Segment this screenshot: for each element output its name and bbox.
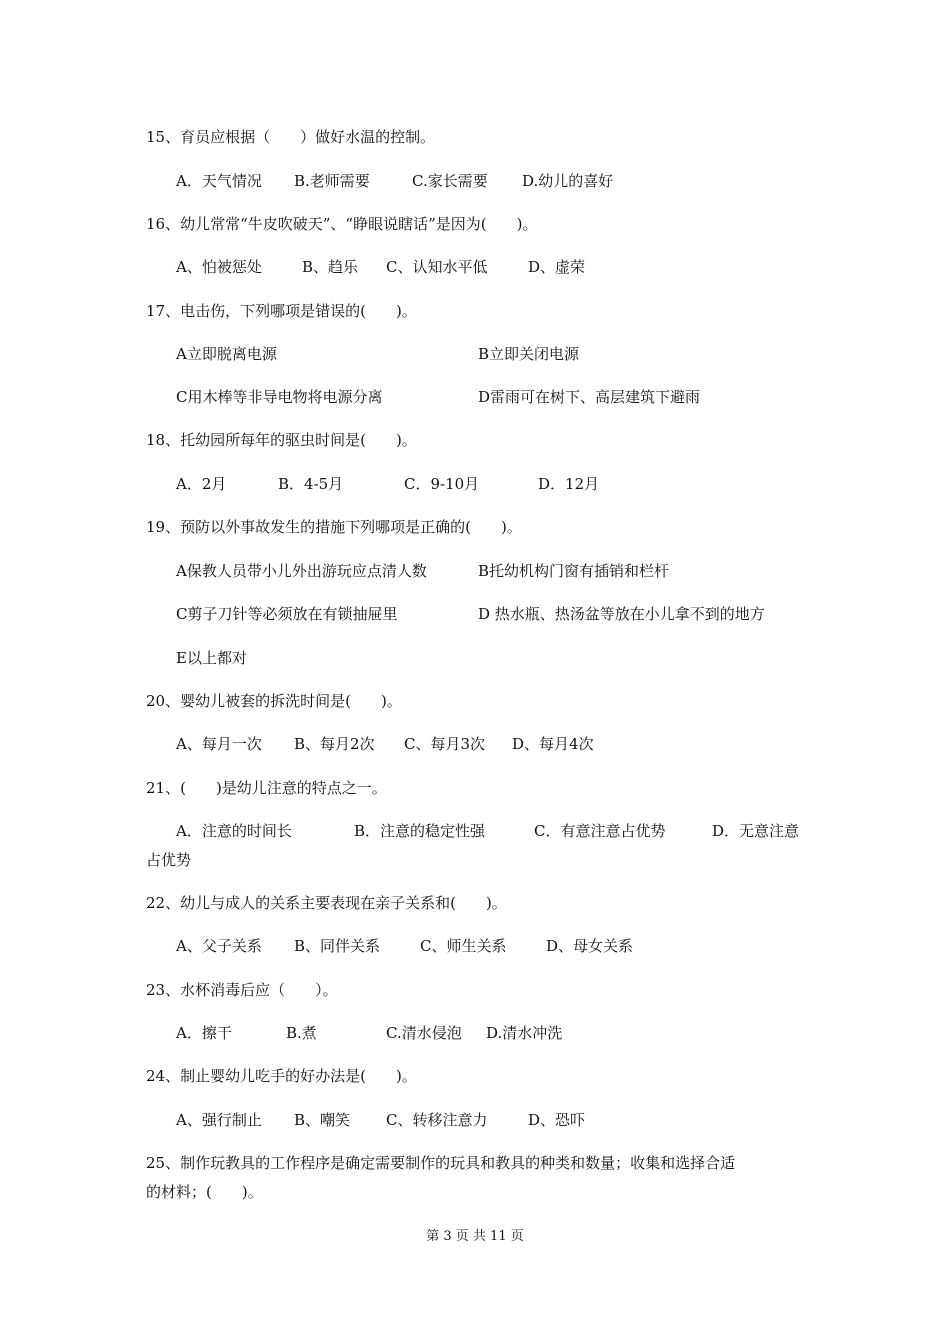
question-23: 23、水杯消毒后应（ ）。 xyxy=(146,981,338,999)
option-16-d: D、虚荣 xyxy=(528,258,586,276)
option-21-d: D．无意注意 xyxy=(712,822,800,840)
question-19: 19、预防以外事故发生的措施下列哪项是正确的( )。 xyxy=(146,518,522,536)
option-23-d: D.清水冲洗 xyxy=(486,1024,563,1042)
question-25: 25、制作玩教具的工作程序是确定需要制作的玩具和教具的种类和数量；收集和选择合适 xyxy=(146,1154,736,1172)
option-21-d-wrap: 占优势 xyxy=(146,851,192,869)
option-23-c: C.清水侵泡 xyxy=(386,1024,462,1042)
option-19-a: A保教人员带小儿外出游玩应点清人数 xyxy=(176,562,427,580)
option-18-d: D．12月 xyxy=(538,475,600,493)
question-25-cont: 的材料；( )。 xyxy=(146,1183,263,1201)
option-19-b: B托幼机构门窗有插销和栏杆 xyxy=(478,562,670,580)
question-16: 16、幼儿常常“牛皮吹破天”、“睁眼说瞎话”是因为( )。 xyxy=(146,215,538,233)
option-16-c: C、认知水平低 xyxy=(386,258,488,276)
option-19-c: C剪子刀针等必须放在有锁抽屉里 xyxy=(176,605,398,623)
option-24-a: A、强行制止 xyxy=(176,1111,262,1129)
option-15-c: C.家长需要 xyxy=(412,172,488,190)
option-18-b: B．4-5月 xyxy=(278,475,344,493)
option-17-c: C用木棒等非导电物将电源分离 xyxy=(176,388,383,406)
option-24-c: C、转移注意力 xyxy=(386,1111,488,1129)
option-17-d: D雷雨可在树下、高层建筑下避雨 xyxy=(478,388,701,406)
option-17-a: A立即脱离电源 xyxy=(176,345,277,363)
question-24: 24、制止婴幼儿吃手的好办法是( )。 xyxy=(146,1067,417,1085)
option-22-c: C、师生关系 xyxy=(420,937,507,955)
option-19-d: D 热水瓶、热汤盆等放在小儿拿不到的地方 xyxy=(478,605,765,623)
option-17-b: B立即关闭电源 xyxy=(478,345,580,363)
option-24-d: D、恐吓 xyxy=(528,1111,586,1129)
option-19-e: E以上都对 xyxy=(176,649,247,667)
question-21: 21、( )是幼儿注意的特点之一。 xyxy=(146,779,387,797)
option-22-a: A、父子关系 xyxy=(176,937,262,955)
question-15: 15、育员应根据（ ）做好水温的控制。 xyxy=(146,128,436,146)
page-footer: 第 3 页 共 11 页 xyxy=(426,1229,524,1244)
option-21-c: C．有意注意占优势 xyxy=(534,822,666,840)
option-24-b: B、嘲笑 xyxy=(294,1111,351,1129)
option-20-c: C、每月3次 xyxy=(404,735,486,753)
question-22: 22、幼儿与成人的关系主要表现在亲子关系和( )。 xyxy=(146,894,507,912)
question-17: 17、电击伤，下列哪项是错误的( )。 xyxy=(146,302,417,320)
option-15-d: D.幼儿的喜好 xyxy=(522,172,614,190)
option-15-b: B.老师需要 xyxy=(294,172,370,190)
option-18-a: A．2月 xyxy=(176,475,227,493)
option-18-c: C．9-10月 xyxy=(404,475,480,493)
option-16-b: B、趋乐 xyxy=(302,258,359,276)
option-20-d: D、每月4次 xyxy=(512,735,594,753)
option-20-a: A、每月一次 xyxy=(176,735,262,753)
option-16-a: A、怕被惩处 xyxy=(176,258,262,276)
option-15-a: A．天气情况 xyxy=(176,172,262,190)
question-18: 18、托幼园所每年的驱虫时间是( )。 xyxy=(146,431,417,449)
option-22-b: B、同伴关系 xyxy=(294,937,381,955)
option-21-a: A．注意的时间长 xyxy=(176,822,292,840)
option-22-d: D、母女关系 xyxy=(546,937,634,955)
option-23-a: A．擦干 xyxy=(176,1024,232,1042)
option-20-b: B、每月2次 xyxy=(294,735,375,753)
option-23-b: B.煮 xyxy=(286,1024,317,1042)
question-20: 20、婴幼儿被套的拆洗时间是( )。 xyxy=(146,692,402,710)
option-21-b: B．注意的稳定性强 xyxy=(354,822,486,840)
